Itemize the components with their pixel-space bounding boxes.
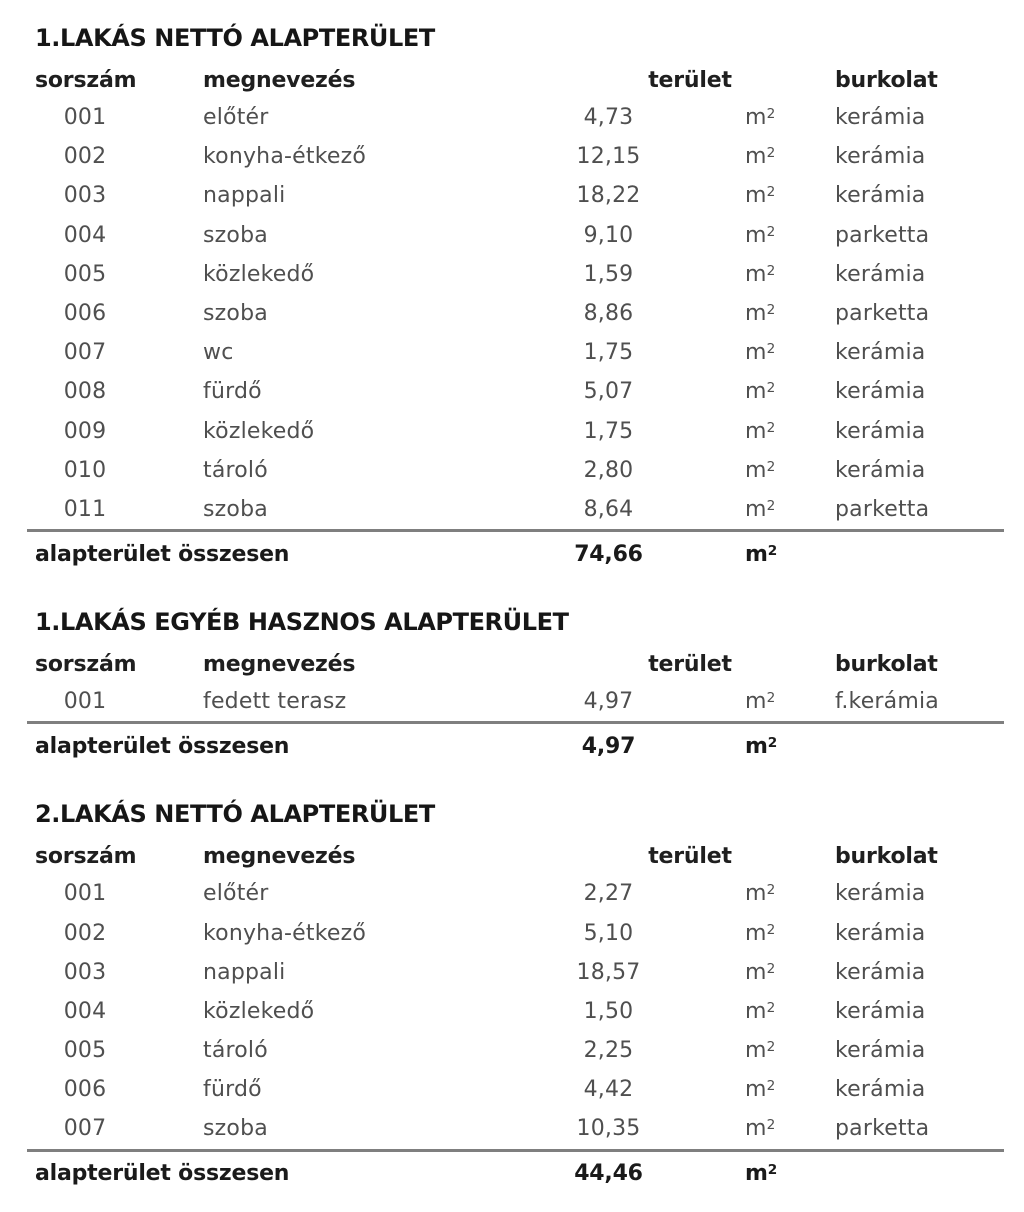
flooring-cell: kerámia — [835, 920, 926, 946]
area-value-cell: 1,75 — [583, 340, 634, 366]
table-row — [35, 1031, 1004, 1070]
row-number-cell: 001 — [63, 881, 107, 907]
flooring-cell: parketta — [835, 301, 930, 327]
header-megnevezes: megnevezés — [203, 843, 356, 869]
total-area-value: 4,97 — [581, 733, 636, 759]
table-row — [35, 216, 1004, 255]
room-name-cell: tároló — [203, 457, 268, 483]
room-name-cell: közlekedő — [203, 418, 315, 444]
section-lakas1-egyeb — [35, 606, 1004, 768]
table-header-row — [35, 62, 1004, 98]
flooring-cell: kerámia — [835, 881, 926, 907]
table-row — [35, 953, 1004, 992]
row-number-cell: 004 — [63, 222, 107, 248]
total-row — [27, 1149, 1004, 1196]
header-sorszam: sorszám — [35, 651, 137, 677]
total-label: alapterület összesen — [35, 1161, 290, 1187]
table-row — [35, 1070, 1004, 1109]
total-area-unit: $m^2$ — [745, 1161, 778, 1187]
area-unit-cell: $m^2$ — [745, 418, 776, 444]
area-unit-cell: $m^2$ — [745, 105, 776, 131]
header-terulet: terület — [648, 843, 732, 869]
table-row — [35, 412, 1004, 451]
table-row — [35, 137, 1004, 176]
area-unit-cell: $m^2$ — [745, 998, 776, 1024]
room-name-cell: közlekedő — [203, 261, 315, 287]
header-burkolat: burkolat — [835, 651, 938, 677]
row-number-cell: 007 — [63, 340, 107, 366]
table-row — [35, 372, 1004, 411]
area-unit-cell: $m^2$ — [745, 340, 776, 366]
room-name-cell: nappali — [203, 183, 286, 209]
table-row — [35, 992, 1004, 1031]
section-title: 1.LAKÁS EGYÉB HASZNOS ALAPTERÜLET — [35, 608, 569, 637]
area-value-cell: 2,27 — [583, 881, 634, 907]
table-row — [35, 294, 1004, 333]
table-header-row — [35, 838, 1004, 874]
area-unit-cell: $m^2$ — [745, 144, 776, 170]
flooring-cell: f.kerámia — [835, 689, 939, 715]
row-number-cell: 001 — [63, 105, 107, 131]
total-label: alapterület összesen — [35, 541, 290, 567]
area-value-cell: 8,86 — [583, 301, 634, 327]
header-megnevezes: megnevezés — [203, 651, 356, 677]
room-name-cell: közlekedő — [203, 998, 315, 1024]
table-header-row — [35, 646, 1004, 682]
header-terulet: terület — [648, 67, 732, 93]
area-value-cell: 1,59 — [583, 261, 634, 287]
section-lakas1-netto — [35, 22, 1004, 576]
header-burkolat: burkolat — [835, 843, 938, 869]
room-name-cell: szoba — [203, 301, 268, 327]
room-name-cell: fürdő — [203, 379, 262, 405]
flooring-cell: kerámia — [835, 144, 926, 170]
room-name-cell: szoba — [203, 496, 268, 522]
area-value-cell: 1,75 — [583, 418, 634, 444]
table-rows — [35, 682, 1004, 721]
row-number-cell: 002 — [63, 920, 107, 946]
row-number-cell: 001 — [63, 689, 107, 715]
row-number-cell: 004 — [63, 998, 107, 1024]
room-name-cell: előtér — [203, 105, 269, 131]
table-rows — [35, 874, 1004, 1148]
area-value-cell: 1,50 — [583, 998, 634, 1024]
area-value-cell: 4,73 — [583, 105, 634, 131]
area-unit-cell: $m^2$ — [745, 959, 776, 985]
table-rows — [35, 98, 1004, 529]
area-unit-cell: $m^2$ — [745, 1038, 776, 1064]
row-number-cell: 002 — [63, 144, 107, 170]
flooring-cell: parketta — [835, 1116, 930, 1142]
flooring-cell: kerámia — [835, 183, 926, 209]
flooring-cell: kerámia — [835, 1038, 926, 1064]
room-name-cell: szoba — [203, 1116, 268, 1142]
table-row — [35, 255, 1004, 294]
header-megnevezes: megnevezés — [203, 67, 356, 93]
area-unit-cell: $m^2$ — [745, 1116, 776, 1142]
table-row — [35, 451, 1004, 490]
row-number-cell: 003 — [63, 959, 107, 985]
total-label: alapterület összesen — [35, 733, 290, 759]
row-number-cell: 009 — [63, 418, 107, 444]
flooring-cell: parketta — [835, 496, 930, 522]
row-number-cell: 006 — [63, 301, 107, 327]
room-name-cell: nappali — [203, 959, 286, 985]
area-unit-cell: $m^2$ — [745, 457, 776, 483]
flooring-cell: kerámia — [835, 1077, 926, 1103]
area-unit-cell: $m^2$ — [745, 379, 776, 405]
row-number-cell: 007 — [63, 1116, 107, 1142]
header-terulet: terület — [648, 651, 732, 677]
flooring-cell: kerámia — [835, 261, 926, 287]
row-number-cell: 008 — [63, 379, 107, 405]
row-number-cell: 005 — [63, 1038, 107, 1064]
room-name-cell: wc — [203, 340, 234, 366]
flooring-cell: kerámia — [835, 418, 926, 444]
header-sorszam: sorszám — [35, 67, 137, 93]
total-area-value: 44,46 — [574, 1161, 643, 1187]
area-value-cell: 18,22 — [576, 183, 641, 209]
area-value-cell: 12,15 — [576, 144, 641, 170]
flooring-cell: kerámia — [835, 340, 926, 366]
area-unit-cell: $m^2$ — [745, 1077, 776, 1103]
area-unit-cell: $m^2$ — [745, 222, 776, 248]
area-value-cell: 2,25 — [583, 1038, 634, 1064]
room-name-cell: fürdő — [203, 1077, 262, 1103]
area-unit-cell: $m^2$ — [745, 183, 776, 209]
section-lakas2-netto — [35, 798, 1004, 1195]
area-value-cell: 8,64 — [583, 496, 634, 522]
table-row — [35, 98, 1004, 137]
table-row — [35, 913, 1004, 952]
row-number-cell: 003 — [63, 183, 107, 209]
table-row — [35, 1109, 1004, 1148]
area-unit-cell: $m^2$ — [745, 881, 776, 907]
area-value-cell: 5,07 — [583, 379, 634, 405]
area-value-cell: 2,80 — [583, 457, 634, 483]
room-name-cell: konyha-étkező — [203, 920, 367, 946]
row-number-cell: 005 — [63, 261, 107, 287]
row-number-cell: 006 — [63, 1077, 107, 1103]
flooring-cell: kerámia — [835, 379, 926, 405]
total-area-value: 74,66 — [574, 541, 643, 567]
room-name-cell: szoba — [203, 222, 268, 248]
flooring-cell: kerámia — [835, 998, 926, 1024]
area-unit-cell: $m^2$ — [745, 689, 776, 715]
total-area-unit: $m^2$ — [745, 733, 778, 759]
area-unit-cell: $m^2$ — [745, 920, 776, 946]
row-number-cell: 011 — [63, 496, 107, 522]
total-row — [27, 529, 1004, 576]
area-value-cell: 4,42 — [583, 1077, 634, 1103]
area-value-cell: 10,35 — [576, 1116, 641, 1142]
flooring-cell: kerámia — [835, 959, 926, 985]
table-row — [35, 682, 1004, 721]
area-value-cell: 4,97 — [583, 689, 634, 715]
area-value-cell: 9,10 — [583, 222, 634, 248]
room-name-cell: fedett terasz — [203, 689, 347, 715]
section-title: 1.LAKÁS NETTÓ ALAPTERÜLET — [35, 24, 435, 52]
total-row — [27, 721, 1004, 768]
table-row — [35, 333, 1004, 372]
table-row — [35, 176, 1004, 215]
row-number-cell: 010 — [63, 457, 107, 483]
total-area-unit: $m^2$ — [745, 541, 778, 567]
header-sorszam: sorszám — [35, 843, 137, 869]
area-unit-cell: $m^2$ — [745, 261, 776, 287]
table-row — [35, 874, 1004, 913]
table-row — [35, 490, 1004, 529]
area-unit-cell: $m^2$ — [745, 301, 776, 327]
section-title: 2.LAKÁS NETTÓ ALAPTERÜLET — [35, 800, 435, 829]
room-name-cell: konyha-étkező — [203, 144, 367, 170]
flooring-cell: parketta — [835, 222, 930, 248]
flooring-cell: kerámia — [835, 105, 926, 131]
header-burkolat: burkolat — [835, 67, 938, 93]
room-name-cell: előtér — [203, 881, 269, 907]
area-value-cell: 5,10 — [583, 920, 634, 946]
area-unit-cell: $m^2$ — [745, 496, 776, 522]
flooring-cell: kerámia — [835, 457, 926, 483]
room-name-cell: tároló — [203, 1038, 268, 1064]
area-value-cell: 18,57 — [576, 959, 641, 985]
